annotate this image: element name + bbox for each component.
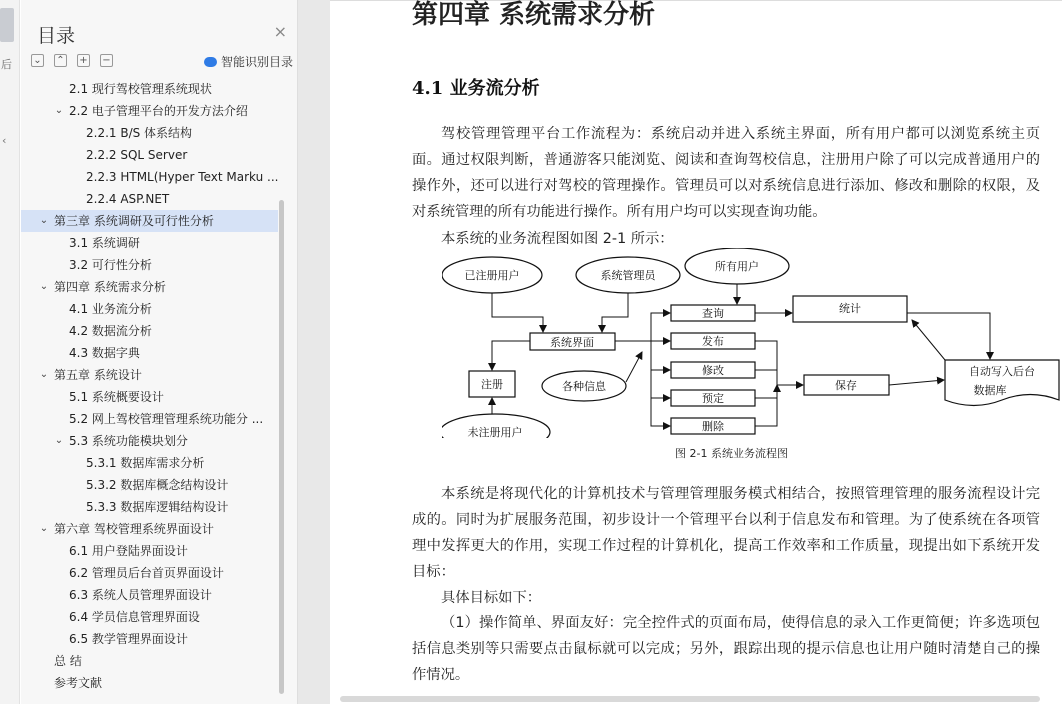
chapter-title: 第四章 系统需求分析 [412,0,656,30]
close-icon[interactable]: × [273,22,287,41]
toc-item-label: 4.1 业务流分析 [69,302,152,316]
query-label: 查询 [702,307,724,320]
toc-item[interactable] [21,628,278,650]
toc-item[interactable] [21,342,278,364]
add-heading-icon[interactable]: + [77,54,90,67]
toc-item[interactable] [21,232,278,254]
toc-item[interactable] [21,188,278,210]
toc-item[interactable] [21,452,278,474]
chevron-down-icon[interactable]: ⌄ [39,215,49,226]
toc-item-label: 6.4 学员信息管理界面设 [69,610,200,624]
toc-list [21,78,283,698]
document-page [330,0,1062,704]
toc-item-label: 2.2.3 HTML(Hyper Text Marku ... [86,170,279,184]
toc-item[interactable] [21,276,278,298]
paragraph-3: 本系统是将现代化的计算机技术与管理管理服务模式相结合，按照管理管理的服务流程设计完成的。同时为扩展服务范围，初步设计一个管理平台以利于信息发布和管理。为了使系统在各项管理中发挥更大的作用，实现工作过程的计算机化，提高工作效率和工作质量，现提出如下系统开发目标： [412,486,1040,580]
various-info-label: 各种信息 [562,380,606,393]
cloud-icon [204,57,217,67]
toc-item-label: 3.2 可行性分析 [69,258,152,272]
toc-item[interactable] [21,408,278,430]
expand-all-icon[interactable]: ⌄ [31,54,44,67]
toc-item-label: 2.2.1 B/S 体系结构 [86,126,193,140]
outline-scrollbar[interactable] [279,200,284,694]
save-label: 保存 [835,379,857,392]
registered-user-label: 已注册用户 [464,269,520,282]
paragraph-5: （1）操作简单、界面友好：完全控件式的页面布局，使得信息的录入工作更简便；许多选项包括信息类别等只需要点击鼠标就可以完成；另外，跟踪出现的提示信息也让用户随时清楚自己的操作情况。 [412,615,1040,683]
toc-item-label: 第六章 驾校管理系统界面设计 [54,522,214,536]
toc-item[interactable] [21,386,278,408]
toc-item[interactable] [21,474,278,496]
toc-item-label: 5.3 系统功能模块划分 [69,434,188,448]
outline-tools [31,54,113,67]
toc-item-label: 6.5 教学管理界面设计 [69,632,188,646]
toc-item[interactable] [21,562,278,584]
toc-item[interactable] [21,540,278,562]
toc-item-label: 第五章 系统设计 [54,368,142,382]
side-caret-icon[interactable]: ‹ [2,134,7,147]
toc-item[interactable] [21,210,278,232]
toc-item[interactable] [21,78,278,100]
outline-title: 目录 [37,25,76,47]
reserve-label: 预定 [702,392,724,405]
database-label-line1: 自动写入后台 [969,365,1035,378]
toc-item[interactable] [21,430,278,452]
toc-item[interactable] [21,100,278,122]
modify-label: 修改 [702,364,724,377]
stats-label: 统计 [839,302,861,315]
toc-item-label: 2.2 电子管理平台的开发方法介绍 [69,104,248,118]
toc-item[interactable] [21,144,278,166]
toc-item-label: 2.2.2 SQL Server [86,148,188,162]
toc-item-label: 2.1 现行驾校管理系统现状 [69,82,212,96]
toc-item[interactable] [21,166,278,188]
horizontal-scrollbar[interactable] [340,696,1040,702]
toc-item-label: 4.3 数据字典 [69,346,140,360]
toc-item-label: 4.2 数据流分析 [69,324,152,338]
toc-item-label: 参考文献 [54,676,103,690]
paragraph-1: 驾校管理管理平台工作流程为：系统启动并进入系统主界面，所有用户都可以浏览系统主页面。通过权限判断，普通游客只能浏览、阅读和查询驾校信息，注册用户除了可以完成普通用户的操作外，还可以进行对驾校的管理操作。管理员可以对系统信息进行添加、修改和删除的权限，及对系统管理的所有功能进行操作。所有用户均可以实现查询功能。 [412,126,1040,220]
toc-item[interactable] [21,298,278,320]
paragraph-2: 本系统的业务流程图如图 2-1 所示： [441,231,674,247]
toc-item[interactable] [21,496,278,518]
toc-item[interactable] [21,364,278,386]
smart-recognize-label: 智能识别目录 [220,55,293,69]
toc-item[interactable] [21,584,278,606]
chevron-down-icon[interactable]: ⌄ [39,523,49,534]
toc-item-label: 3.1 系统调研 [69,236,140,250]
toc-item-label: 第四章 系统需求分析 [54,280,166,294]
chevron-down-icon[interactable]: ⌄ [39,281,49,292]
toc-item[interactable] [21,650,278,672]
toc-item-label: 5.3.2 数据库概念结构设计 [86,478,229,492]
chevron-down-icon[interactable]: ⌄ [54,435,64,446]
side-glyph-icon: 后 [1,58,12,71]
figure-caption: 图 2-1 系统业务流程图 [675,447,788,460]
toc-item-label: 5.1 系统概要设计 [69,390,164,404]
section-title: 4.1 业务流分析 [412,78,540,99]
toc-item-label: 6.3 系统人员管理界面设计 [69,588,212,602]
publish-label: 发布 [702,335,724,348]
toc-item-label: 总 结 [54,654,82,668]
toc-item[interactable] [21,320,278,342]
outline-panel [21,0,298,704]
toc-item-label: 5.3.3 数据库逻辑结构设计 [86,500,229,514]
page-gutter [298,0,330,704]
left-toolbar-strip [0,0,20,704]
outline-toggle-icon[interactable] [0,8,14,42]
toc-item[interactable] [21,254,278,276]
toc-item-label: 2.2.4 ASP.NET [86,192,170,206]
business-flow-diagram [442,248,1062,438]
admin-label: 系统管理员 [600,269,656,282]
toc-item-label: 5.3.1 数据库需求分析 [86,456,205,470]
toc-item[interactable] [21,672,278,694]
smart-recognize-button[interactable] [204,53,293,70]
toc-item[interactable] [21,518,278,540]
remove-heading-icon[interactable]: − [100,54,113,67]
database-label-line2: 数据库 [973,384,1007,397]
toc-item-label: 6.1 用户登陆界面设计 [69,544,188,558]
unregistered-user-label: 未注册用户 [467,426,523,438]
system-ui-label: 系统界面 [550,336,594,349]
toc-item-label: 5.2 网上驾校管理管理系统功能分 ... [69,412,264,426]
toc-item-label: 第三章 系统调研及可行性分析 [54,214,214,228]
chevron-down-icon[interactable]: ⌄ [54,105,64,116]
toc-item[interactable] [21,122,278,144]
collapse-all-icon[interactable]: ⌃ [54,54,67,67]
delete-label: 删除 [702,420,724,433]
all-users-label: 所有用户 [715,260,759,273]
chevron-down-icon[interactable]: ⌄ [39,369,49,380]
register-label: 注册 [481,378,503,391]
toc-item[interactable] [21,606,278,628]
toc-item-label: 6.2 管理员后台首页界面设计 [69,566,224,580]
paragraph-4: 具体目标如下： [441,590,542,606]
